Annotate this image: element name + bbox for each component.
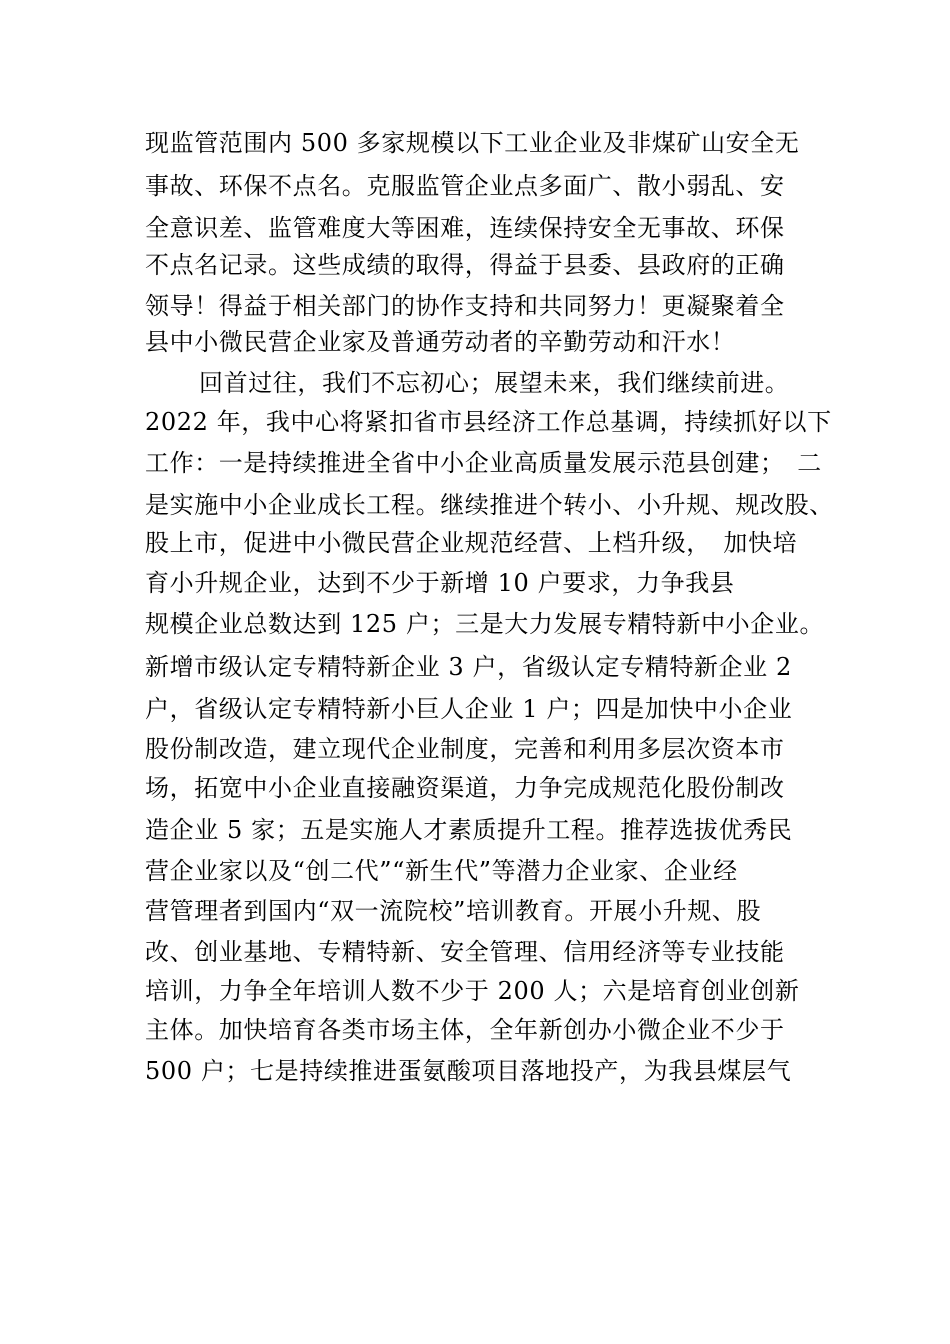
text-line: 股份制改造，建立现代企业制度，完善和利用多层次资本市 [145,735,785,763]
text-line: 营管理者到国内“双一流院校”培训教育。开展小升规、股 [145,897,762,925]
text-line: 主体。加快培育各类市场主体，全年新创办小微企业不少于 [145,1016,785,1044]
text-line: 回首过往，我们不忘初心；展望未来，我们继续前进。 [199,369,790,397]
text-line: 不点名记录。这些成绩的取得，得益于县委、县政府的正确 [145,251,785,279]
text-line: 现监管范围内 500 多家规模以下工业企业及非煤矿山安全无 [145,129,800,157]
text-line: 领导！得益于相关部门的协作支持和共同努力！更凝聚着全 [145,292,785,320]
text-line: 全意识差、监管难度大等困难，连续保持安全无事故、环保 [145,214,785,242]
text-line: 场，拓宽中小企业直接融资渠道，力争完成规范化股份制改 [145,774,785,802]
text-line: 造企业 5 家；五是实施人才素质提升工程。推荐选拔优秀民 [145,816,793,844]
text-line: 县中小微民营企业家及普通劳动者的辛勤劳动和汗水！ [145,328,736,356]
text-line: 是实施中小企业成长工程。继续推进个转小、小升规、规改股、 [145,491,834,519]
text-line: 营企业家以及“创二代”“新生代”等潜力企业家、企业经 [145,857,738,885]
text-line: 2022 年，我中心将紧扣省市县经济工作总基调，持续抓好以下 [145,408,832,436]
text-line: 事故、环保不点名。克服监管企业点多面广、散小弱乱、安 [145,172,785,200]
text-line: 500 户；七是持续推进蛋氨酸项目落地投产，为我县煤层气 [145,1057,792,1085]
text-line: 改、创业基地、专精特新、安全管理、信用经济等专业技能 [145,938,785,966]
text-line: 培训，力争全年培训人数不少于 200 人；六是培育创业创新 [145,977,800,1005]
text-line: 户，省级认定专精特新小巨人企业 1 户；四是加快中小企业 [145,695,793,723]
text-line: 育小升规企业，达到不少于新增 10 户要求，力争我县 [145,569,735,597]
text-line: 工作：一是持续推进全省中小企业高质量发展示范县创建； 二 [145,449,822,477]
text-line: 股上市，促进中小微民营企业规范经营、上档升级， 加快培 [145,529,798,557]
text-line: 规模企业总数达到 125 户；三是大力发展专精特新中小企业。 [145,610,825,638]
text-line: 新增市级认定专精特新企业 3 户，省级认定专精特新企业 2 [145,653,792,681]
